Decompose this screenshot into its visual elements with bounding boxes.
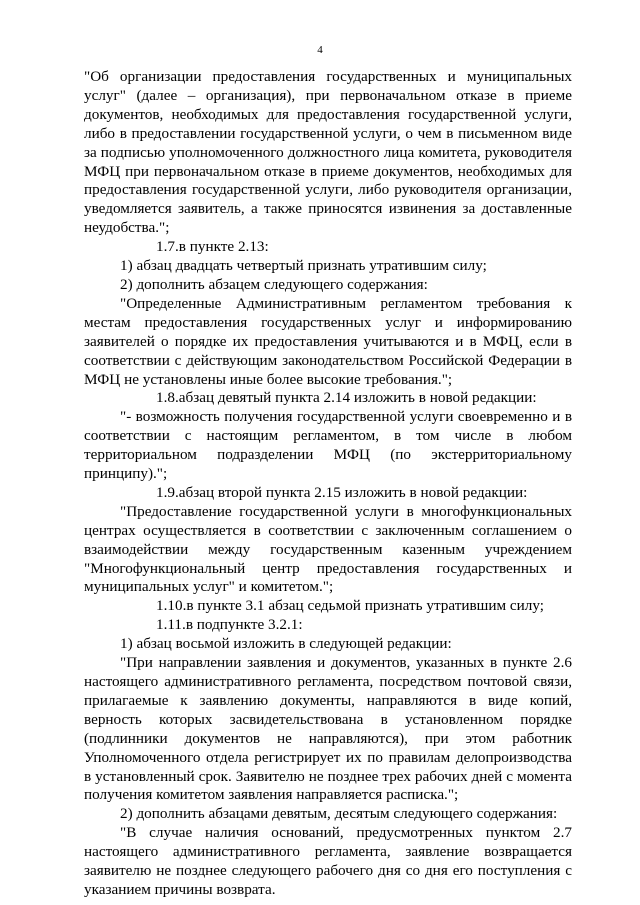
paragraph-7: 1.9.абзац второй пункта 2.15 изложить в новой редакции: [84,484,572,503]
item-number: 1.8. [156,389,179,407]
item-number: 1.7. [156,238,179,256]
paragraph-1: 1.7.в пункте 2.13: [84,238,572,257]
paragraph-8: "Предоставление государственной услуги в многофункциональных центрах осуществляется в соответствии с заключенным соглашением о взаимодействии между государственным казенным учреждением "Многофункциональный центр предоставления государственных и муниципальных услуг" и комитетом."; [84,502,572,596]
paragraph-10: 1.11.в подпункте 3.2.1: [84,616,572,635]
item-number: 1.10. [156,597,187,615]
paragraph-0: "Об организации предоставления государственных и муниципальных услуг" (далее – организация), при первоначальном отказе в приеме документов, необходимых для предоставления государственной услуги, либо в предоставлении государственной услуги, о чем в письменном виде за подписью уполномоченного должностного лица комитета, руководителя МФЦ при первоначальном отказе в приеме документов, необходимых для предоставления государственной услуги, либо руководителя организации, уведомляется заявитель, а также приносятся извинения за доставленные неудобства."; [84,68,572,237]
paragraph-13: 2) дополнить абзацами девятым, десятым следующего содержания: [120,805,558,823]
paragraph-5: 1.8.абзац девятый пункта 2.14 изложить в новой редакции: [84,389,572,408]
paragraph-11: 1) абзац восьмой изложить в следующей редакции: [120,635,452,653]
paragraph-6: "- возможность получения государственной услуги своевременно и в соответствии с настоящим регламентом, в том числе в любом территориальном подразделении МФЦ (по экстерриториальному принципу)."; [84,408,572,483]
document-body [84,68,572,900]
item-number: 1.11. [156,616,186,634]
item-number: 1.9. [156,483,179,501]
paragraph-12: "При направлении заявления и документов, указанных в пункте 2.6 настоящего административного регламента, посредством почтовой связи, прилагаемые к заявлению документы, направляются в виде копий, верность которых засвидетельствована в установленном порядке (подлинники документов не направляются), при этом работник Уполномоченного отдела регистрирует их по правилам делопроизводства в установленный срок. Заявителю не позднее трех рабочих дней с момента получения комитетом заявления направляется расписка."; [84,654,572,804]
paragraph-2: 1) абзац двадцать четвертый признать утратившим силу; [120,257,487,275]
paragraph-14: "В случае наличия оснований, предусмотренных пунктом 2.7 настоящего административного регламента, заявление возвращается заявителю не позднее следующего рабочего дня со дня его поступления с указанием причины возврата. [84,824,572,898]
paragraph-9: 1.10.в пункте 3.1 абзац седьмой признать утратившим силу; [84,597,572,616]
paragraph-3: 2) дополнить абзацем следующего содержания: [120,275,428,293]
page-number: 4 [317,44,323,56]
paragraph-4: "Определенные Административным регламентом требования к местам предоставления государственных услуг и информированию заявителей о порядке их предоставления учитываются и в МФЦ, если в соответствии с действующим законодательством Российской Федерации в МФЦ не установлены иные более высокие требования."; [84,294,572,388]
